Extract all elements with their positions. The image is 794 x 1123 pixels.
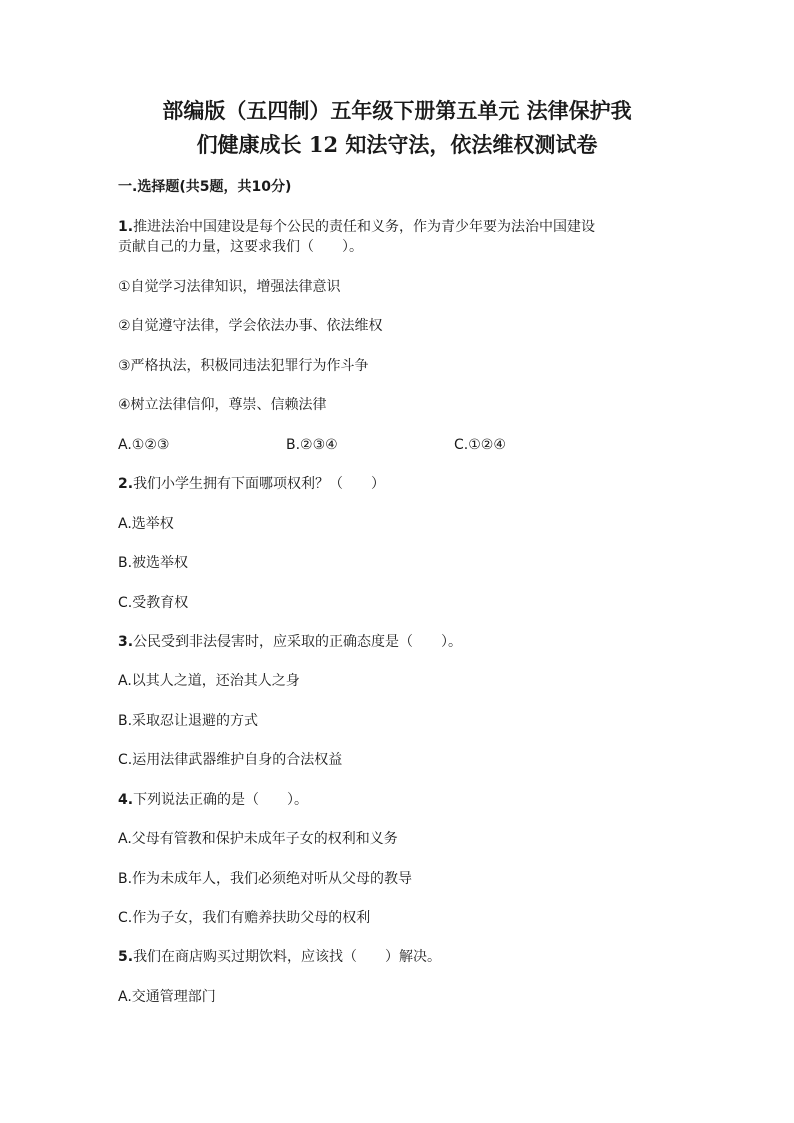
question-2-stem-text: 我们小学生拥有下面哪项权利？（ ） <box>133 476 386 492</box>
question-5-number: 5. <box>118 949 134 965</box>
question-4-option-b[interactable]: B.作为未成年人，我们必须绝对听从父母的教导 <box>118 871 413 887</box>
question-1-number: 1. <box>118 219 134 235</box>
question-5-stem-text: 我们在商店购买过期饮料，应该找（ ）解决。 <box>133 949 442 965</box>
question-2-option-c[interactable]: C.受教育权 <box>118 595 189 611</box>
question-1-statement-1: ①自觉学习法律知识，增强法律意识 <box>118 279 341 295</box>
document-title-line-2: 们健康成长 12 知法守法，依法维权测试卷 <box>196 132 598 157</box>
question-1-option-c[interactable]: C.①②④ <box>454 437 506 453</box>
question-5-option-a[interactable]: A.交通管理部门 <box>118 989 216 1005</box>
question-3-option-c[interactable]: C.运用法律武器维护自身的合法权益 <box>118 752 343 768</box>
question-4-stem <box>118 790 308 810</box>
question-1-option-a[interactable]: A.①②③ <box>118 437 170 453</box>
question-4-number: 4. <box>118 792 134 808</box>
question-3-stem <box>118 632 462 652</box>
document-title-line-1: 部编版（五四制）五年级下册第五单元 法律保护我 <box>162 98 632 123</box>
question-1-stem-text-1: 推进法治中国建设是每个公民的责任和义务，作为青少年要为法治中国建设 <box>133 219 596 235</box>
question-4-option-c[interactable]: C.作为子女，我们有赡养扶助父母的权利 <box>118 910 371 926</box>
section-heading: 一.选择题(共5题，共10分) <box>118 179 292 195</box>
question-1-statement-4: ④树立法律信仰，尊崇、信赖法律 <box>118 397 327 413</box>
question-4-stem-text: 下列说法正确的是（ ）。 <box>133 792 309 808</box>
question-1-stem-line-2: 贡献自己的力量，这要求我们（ ）。 <box>118 239 363 255</box>
question-1-option-b[interactable]: B.②③④ <box>286 437 338 453</box>
question-1-options <box>118 435 638 455</box>
question-4-option-a[interactable]: A.父母有管教和保护未成年子女的权利和义务 <box>118 831 398 847</box>
question-1-statement-2: ②自觉遵守法律，学会依法办事、依法维权 <box>118 318 383 334</box>
question-2-option-a[interactable]: A.选举权 <box>118 516 174 532</box>
question-3-option-b[interactable]: B.采取忍让退避的方式 <box>118 713 259 729</box>
question-3-option-a[interactable]: A.以其人之道，还治其人之身 <box>118 673 300 689</box>
question-2-stem <box>118 474 385 494</box>
question-3-number: 3. <box>118 634 134 650</box>
question-1-statement-3: ③严格执法，积极同违法犯罪行为作斗争 <box>118 358 369 374</box>
question-2-number: 2. <box>118 476 134 492</box>
question-2-option-b[interactable]: B.被选举权 <box>118 555 189 571</box>
question-5-stem <box>118 947 441 967</box>
question-3-stem-text: 公民受到非法侵害时，应采取的正确态度是（ ）。 <box>133 634 463 650</box>
question-1-stem-line-1 <box>118 217 595 237</box>
